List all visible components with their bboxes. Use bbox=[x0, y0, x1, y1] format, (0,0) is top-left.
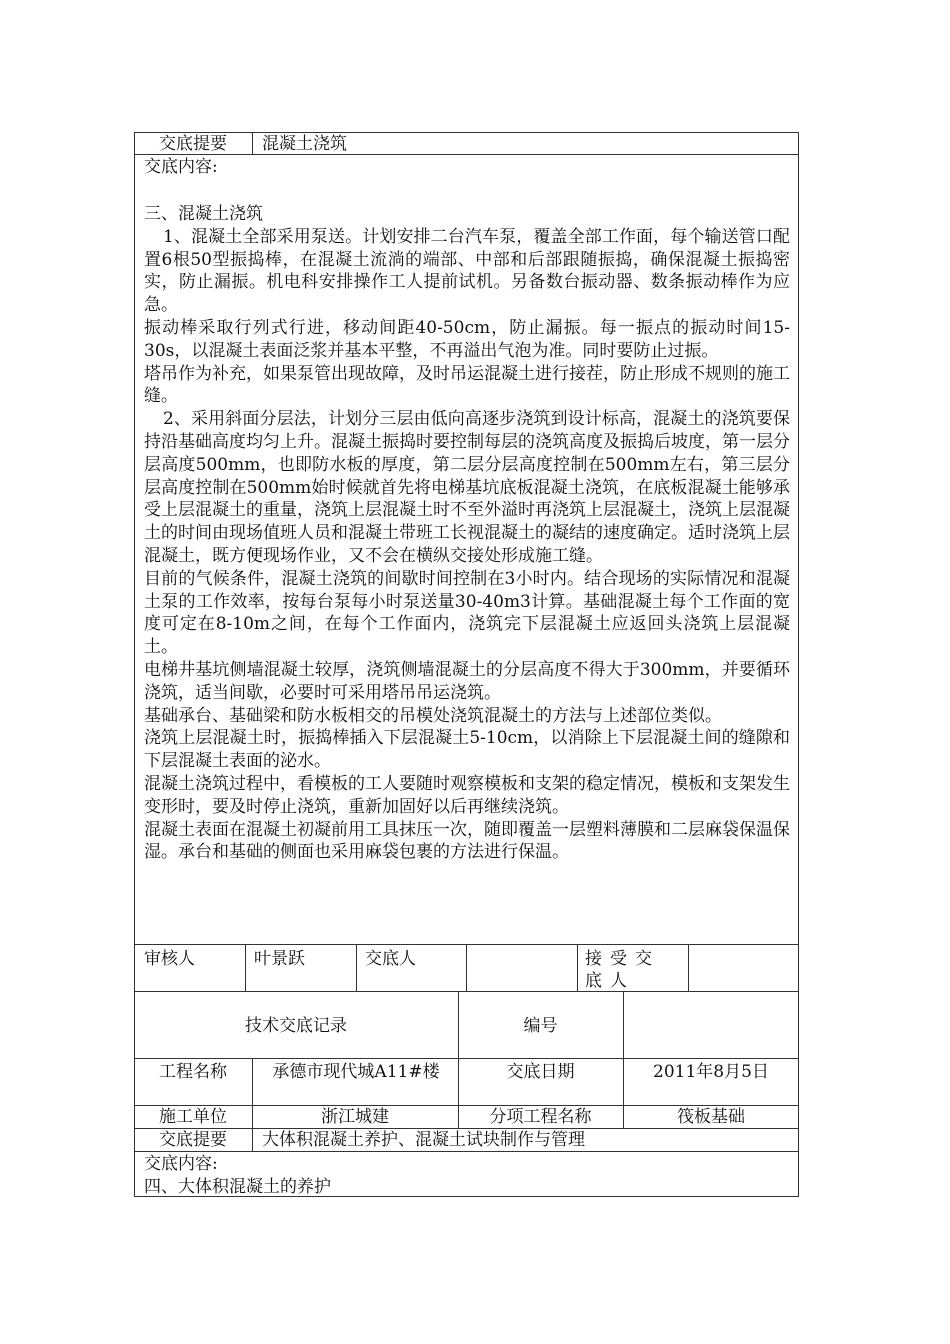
summary-label: 交底提要 bbox=[159, 134, 227, 154]
reviewer-label: 审核人 bbox=[144, 949, 195, 969]
summary-value-2: 大体积混凝土养护、混凝土试块制作与管理 bbox=[262, 1130, 585, 1150]
presenter-label: 交底人 bbox=[365, 949, 416, 969]
receiver-label: 接受交底人 bbox=[585, 949, 660, 991]
subproject-label: 分项工程名称 bbox=[489, 1107, 592, 1127]
content-paragraph: 塔吊作为补充，如果泵管出现故障，及时吊运混凝土进行接茬，防止形成不规则的施工缝。 bbox=[144, 363, 790, 407]
content-paragraph: 混凝土表面在混凝土初凝前用工具抹压一次，随即覆盖一层塑料薄膜和二层麻袋保温保湿。承台和基础的侧面也采用麻袋包裹的方法进行保温。 bbox=[144, 819, 790, 863]
content-paragraph: 基础承台、基础梁和防水板相交的吊模处浇筑混凝土的方法与上述部位类似。 bbox=[144, 705, 722, 726]
content-paragraph: 1、混凝土全部采用泵送。计划安排二台汽车泵，覆盖全部工作面，每个输送管口配置6根50型振捣棒，在混凝土流淌的端部、中部和后部跟随振捣，确保混凝土振捣密实，防止漏振。机电科安排操作工人提前试机。另备数台振动器、数条振动棒作为应急。 bbox=[144, 226, 790, 316]
disclosure-content bbox=[144, 203, 790, 864]
contractor-label: 施工单位 bbox=[159, 1107, 227, 1127]
content-paragraph: 振动棒采取行列式行进，移动间距40-50cm，防止漏振。每一振点的振动时间15-30s，以混凝土表面泛浆并基本平整，不再溢出气泡为准。同时要防止过振。 bbox=[144, 317, 790, 361]
section-heading: 三、混凝土浇筑 bbox=[144, 204, 263, 224]
project-label: 工程名称 bbox=[159, 1062, 227, 1082]
content-paragraph: 目前的气候条件，混凝土浇筑的间歇时间控制在3小时内。结合现场的实际情况和混凝土泵的工作效率，按每台泵每小时泵送量30-40m3计算。基础混凝土每个工作面的宽度可定在8-10m之间，在每个工作面内，浇筑完下层混凝土应返回头浇筑上层混凝土。 bbox=[144, 568, 790, 658]
summary-label-2: 交底提要 bbox=[159, 1130, 227, 1150]
content-paragraph: 电梯井基坑侧墙混凝土较厚，浇筑侧墙混凝土的分层高度不得大于300mm，并要循环浇筑，适当间歇，必要时可采用塔吊吊运浇筑。 bbox=[144, 659, 790, 703]
summary-value: 混凝土浇筑 bbox=[262, 134, 347, 154]
content-paragraph: 浇筑上层混凝土时，振捣棒插入下层混凝土5-10cm，以消除上下层混凝土间的缝隙和下层混凝土表面的泌水。 bbox=[144, 728, 790, 772]
content-paragraph: 2、采用斜面分层法，计划分三层由低向高逐步浇筑到设计标高，混凝土的浇筑要保持沿基础高度均匀上升。混凝土振捣时要控制每层的浇筑高度及振捣后坡度，第一层分层高度500mm，也即防水板的厚度，第二层分层高度控制在500mm左右，第三层分层高度控制在500mm始时候就首先将电梯基坑底板混凝土浇筑，在底板混凝土能够承受上层混凝土的重量，浇筑上层混凝土时不至外溢时再浇筑上层混凝土，浇筑上层混凝土的时间由现场值班人员和混凝土带班工长视混凝土的凝结的速度确定。适时浇筑上层混凝土，既方便现场作业，又不会在横纵交接处形成施工缝。 bbox=[144, 409, 790, 566]
reviewer-value: 叶景跃 bbox=[254, 949, 305, 969]
section-heading-2: 四、大体积混凝土的养护 bbox=[144, 1177, 331, 1197]
record-title: 技术交底记录 bbox=[245, 1016, 347, 1036]
date-label: 交底日期 bbox=[506, 1062, 575, 1082]
project-value: 承德市现代城A11#楼 bbox=[272, 1062, 440, 1082]
contractor-value: 浙江城建 bbox=[321, 1107, 389, 1127]
date-value: 2011年8月5日 bbox=[653, 1062, 769, 1082]
number-label: 编号 bbox=[523, 1016, 558, 1036]
content-label-2: 交底内容: bbox=[144, 1154, 218, 1174]
content-paragraph: 混凝土浇筑过程中，看模板的工人要随时观察模板和支架的稳定情况，模板和支架发生变形时，要及时停止浇筑，重新加固好以后再继续浇筑。 bbox=[144, 773, 790, 817]
subproject-value: 筏板基础 bbox=[677, 1107, 745, 1127]
content-label: 交底内容: bbox=[144, 157, 218, 177]
